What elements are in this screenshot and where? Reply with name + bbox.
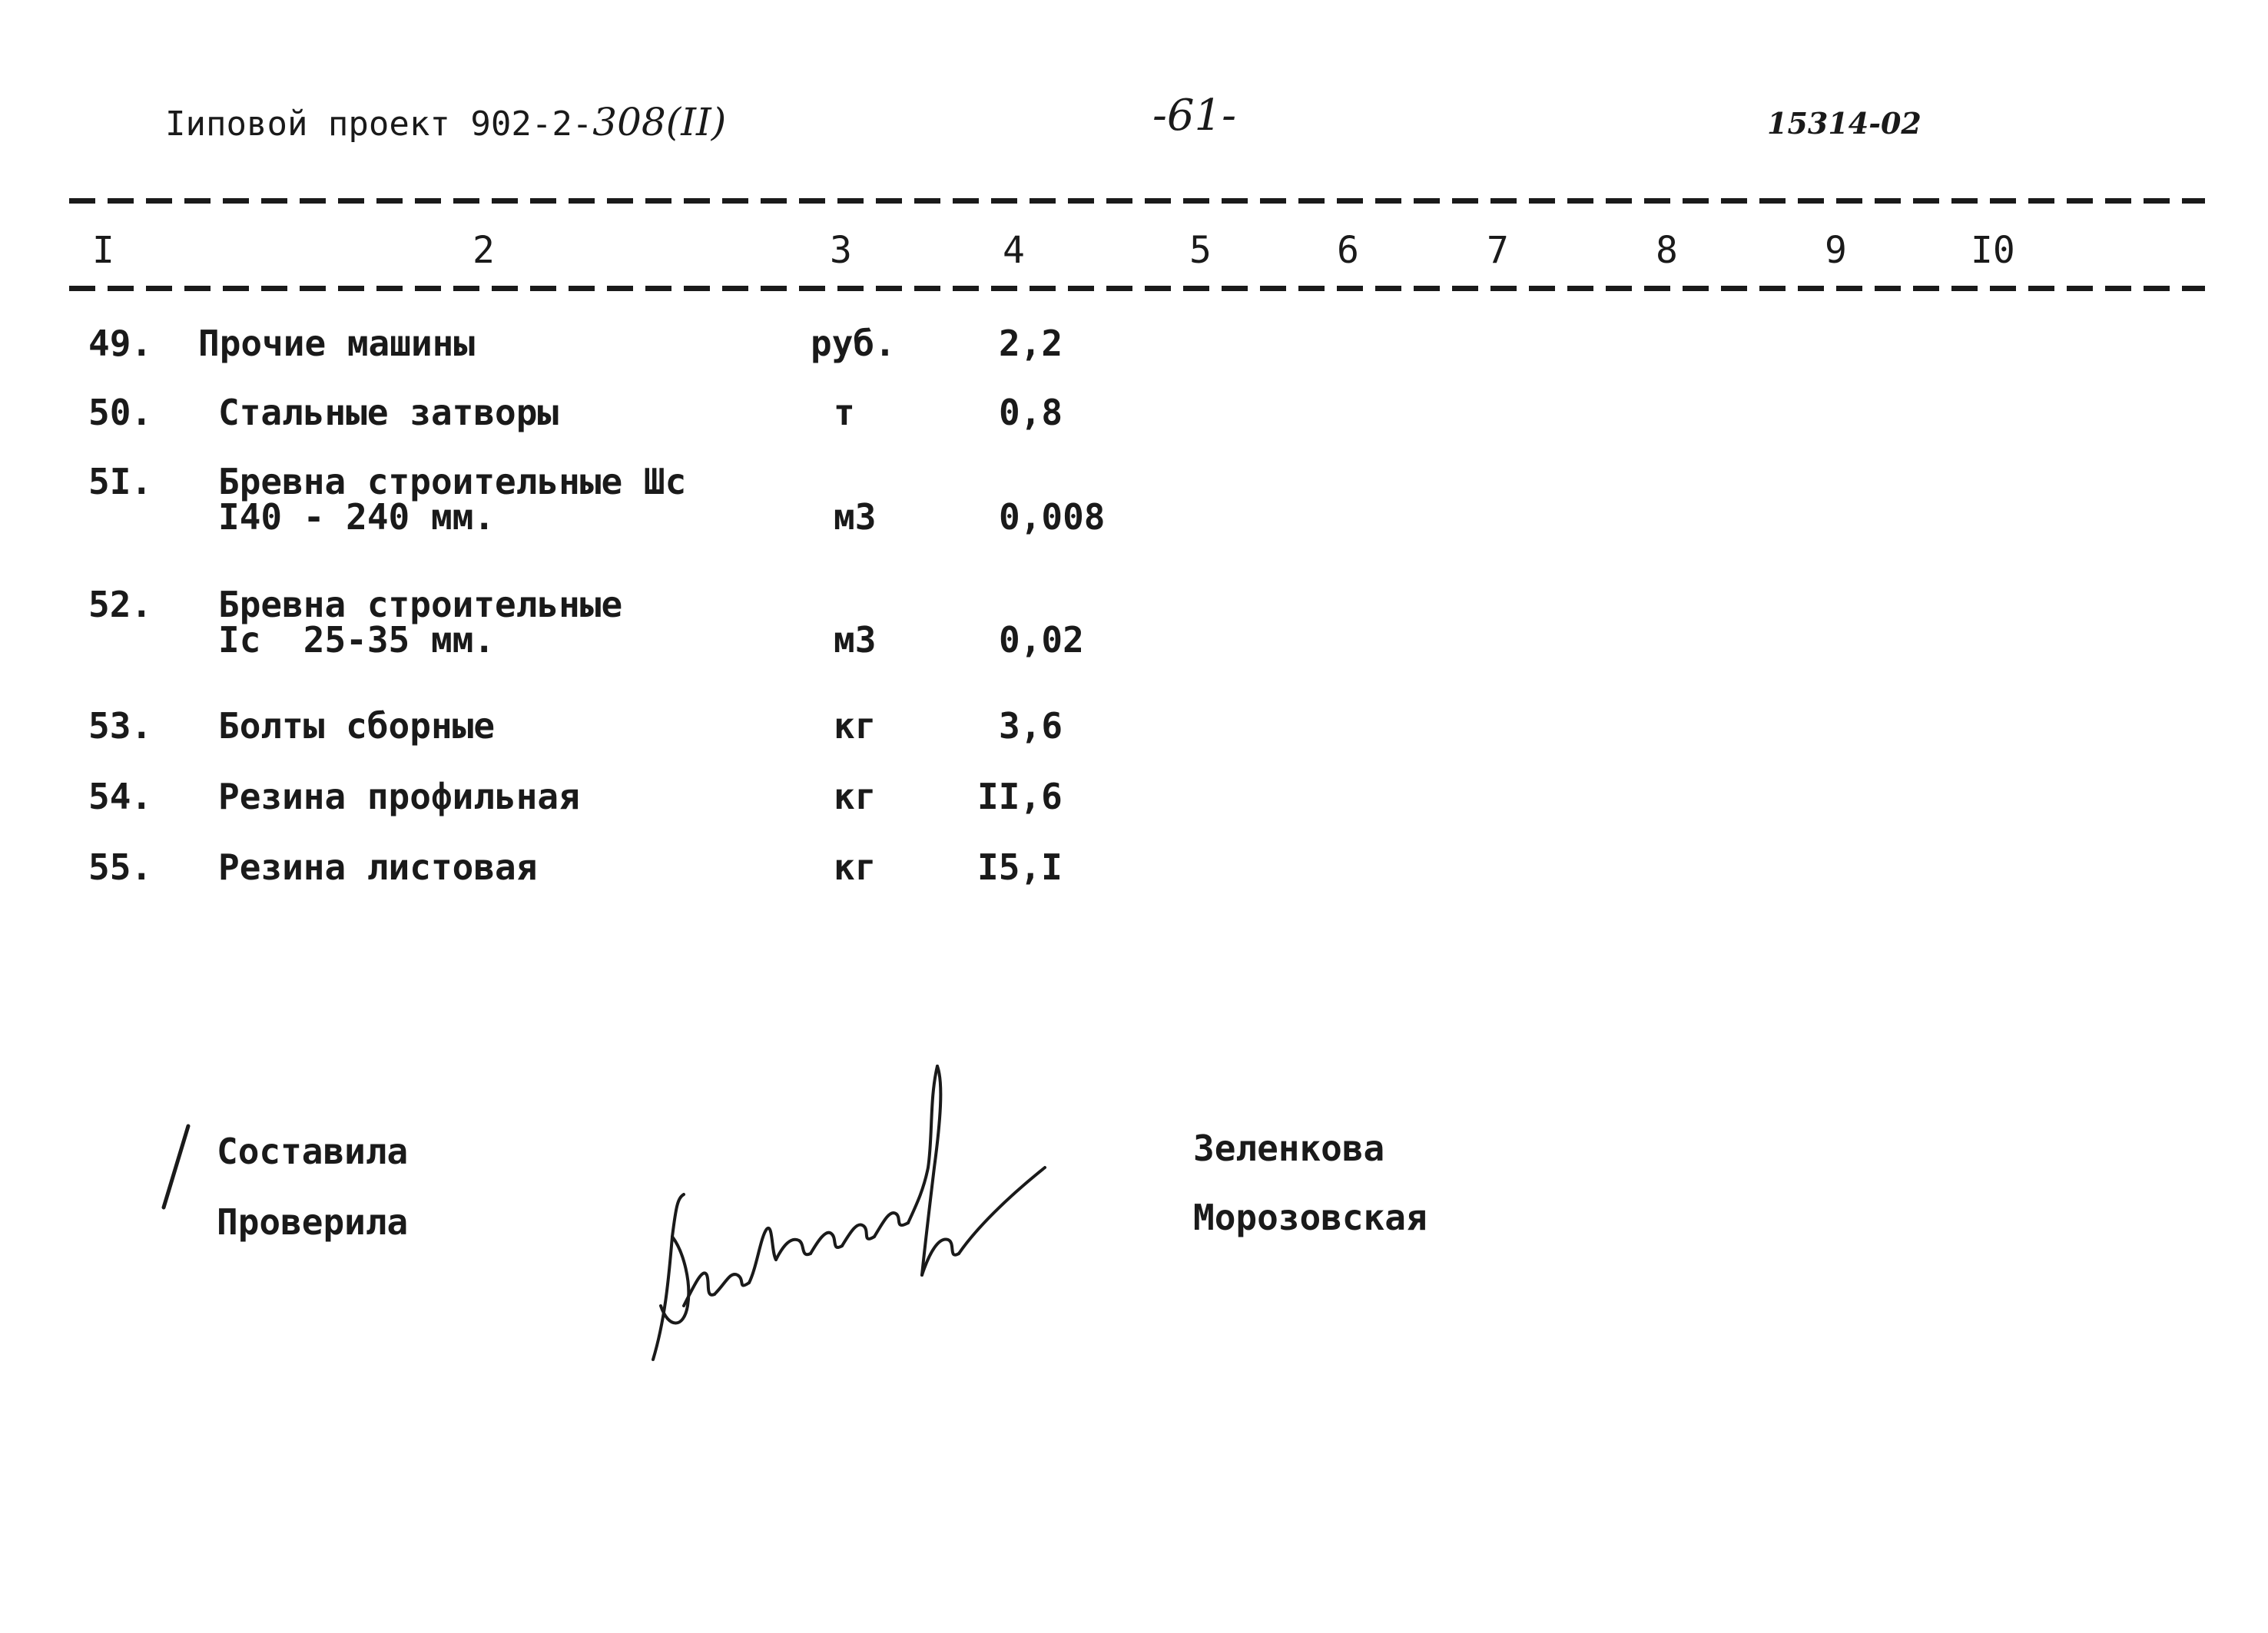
row-value: 0,8 <box>999 392 1063 433</box>
check-mark-slash <box>158 1121 196 1214</box>
column-header: 4 <box>1003 229 1025 272</box>
table-row <box>0 776 2268 817</box>
column-header: 7 <box>1487 229 1509 272</box>
column-header: 8 <box>1656 229 1678 272</box>
row-name: Резина листовая <box>218 846 538 888</box>
compiled-by-label: Составила <box>217 1131 409 1172</box>
document-code: 15314-02 <box>1767 106 1922 141</box>
row-number: 54. <box>88 776 153 817</box>
project-number-handwritten: 308(II) <box>592 100 727 144</box>
row-value: 0,008 <box>999 496 1106 538</box>
project-title <box>165 100 726 144</box>
row-name-continued: Iс 25-35 мм. <box>218 619 496 661</box>
compiled-by-name: Зеленкова <box>1193 1128 1385 1169</box>
column-header: I0 <box>1971 229 2015 272</box>
row-number: 50. <box>88 392 153 433</box>
row-number: 49. <box>88 323 153 364</box>
row-number: 55. <box>88 846 153 888</box>
checked-by-label: Проверила <box>217 1201 409 1243</box>
row-name: Прочие машины <box>198 323 476 364</box>
table-row <box>0 461 2268 538</box>
row-number: 53. <box>88 705 153 747</box>
column-header: 6 <box>1337 229 1359 272</box>
row-value: 3,6 <box>999 705 1063 747</box>
row-unit: кг <box>834 705 877 747</box>
handwritten-signature <box>630 1052 1060 1375</box>
page-number: -61- <box>1152 91 1237 141</box>
row-name: Болты сборные <box>218 705 496 747</box>
checked-by-name: Морозовская <box>1193 1197 1427 1238</box>
column-header: 3 <box>830 229 852 272</box>
row-name: Стальные затворы <box>218 392 559 433</box>
row-number: 5I. <box>88 461 153 502</box>
row-name: Бревна строительные Шс <box>218 461 687 502</box>
row-unit: м3 <box>834 619 877 661</box>
column-header: I <box>92 229 114 272</box>
column-header: 5 <box>1189 229 1212 272</box>
table-top-rule <box>69 198 2205 204</box>
column-header: 9 <box>1825 229 1847 272</box>
row-name: Резина профильная <box>218 776 580 817</box>
row-unit: т <box>834 392 855 433</box>
row-name: Бревна строительные <box>218 584 623 625</box>
row-unit: м3 <box>834 496 877 538</box>
table-row <box>0 584 2268 661</box>
row-number: 52. <box>88 584 153 625</box>
project-prefix: Iиповой проект 902-2- <box>165 104 593 144</box>
row-value: 0,02 <box>999 619 1084 661</box>
column-header: 2 <box>472 229 495 272</box>
row-name-continued: I40 - 240 мм. <box>218 496 496 538</box>
row-value: II,6 <box>977 776 1063 817</box>
row-unit: кг <box>834 846 877 888</box>
row-unit: кг <box>834 776 877 817</box>
row-unit: руб. <box>811 323 896 364</box>
row-value: I5,I <box>977 846 1063 888</box>
table-row <box>0 705 2268 747</box>
table-row <box>0 392 2268 433</box>
table-header-rule <box>69 286 2205 291</box>
row-value: 2,2 <box>999 323 1063 364</box>
